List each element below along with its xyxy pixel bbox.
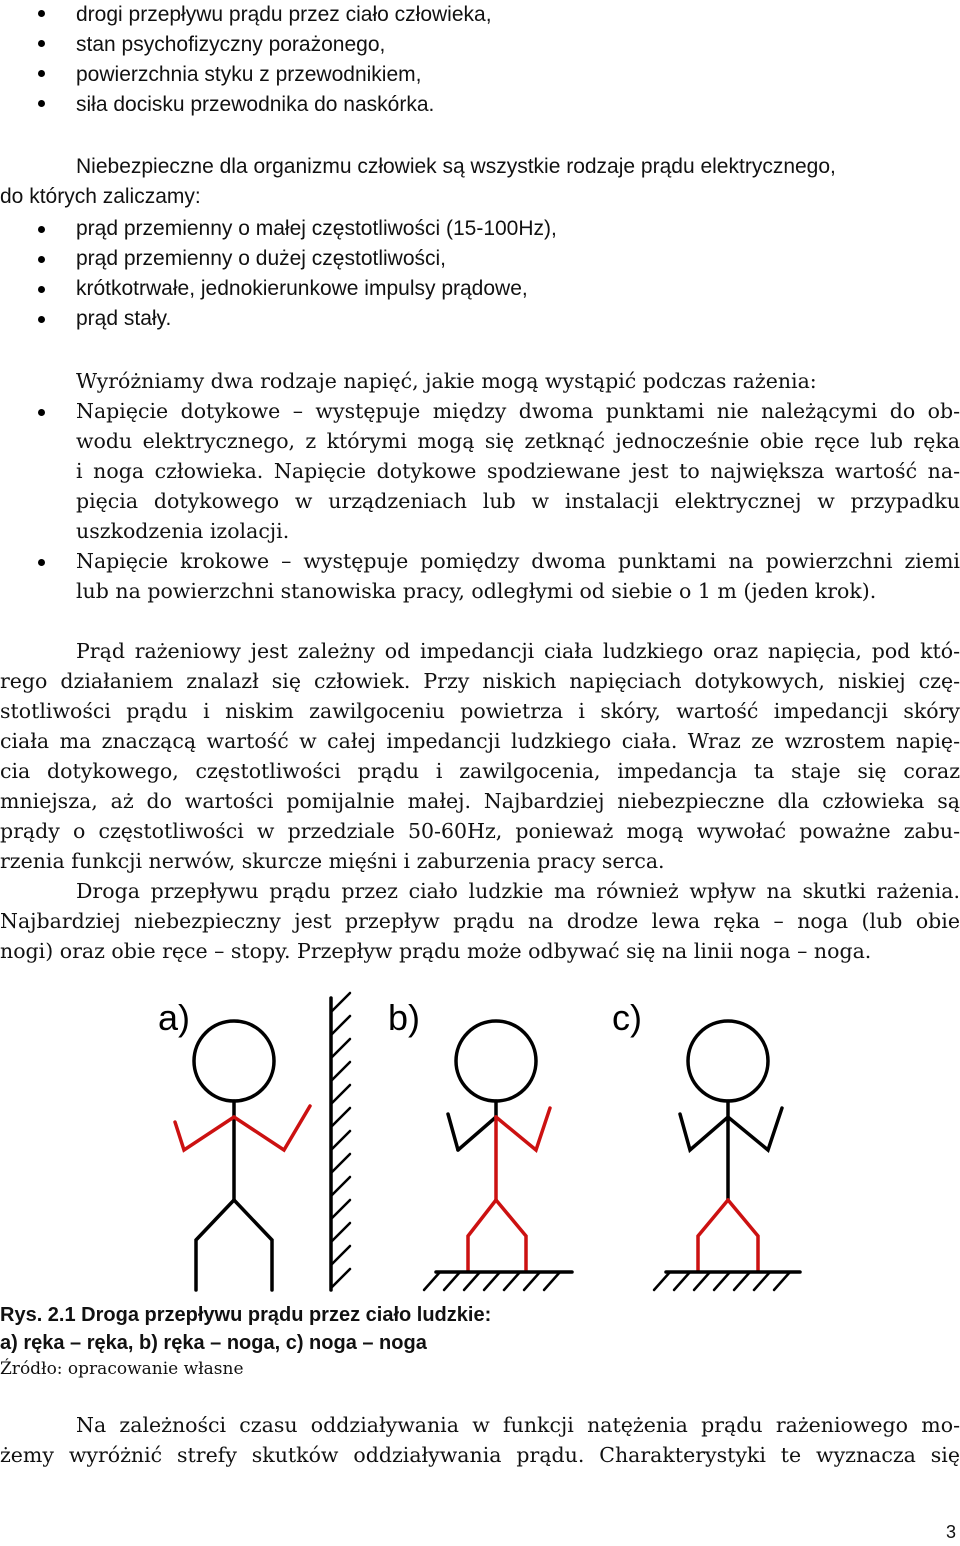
paragraph-line: stotliwości prądu i niskim zawilgoceniu powietrza i skóry, wartość impedancji skóry bbox=[0, 699, 960, 723]
paragraph-line: Prąd rażeniowy jest zależny od impedancji ciała ludzkiego oraz napięcia, pod któ- bbox=[76, 639, 960, 663]
figure-caption-title: Rys. 2.1 Droga przepływu prądu przez ciało ludzkie: bbox=[0, 1304, 492, 1326]
list-item: drogi przepływu prądu przez ciało człowieka, bbox=[76, 3, 492, 26]
stick-figure-a bbox=[175, 993, 350, 1290]
voltage-item-line: pięcia dotykowego w urządzeniach lub w instalacji elektrycznej w przypadku bbox=[76, 489, 960, 513]
list-item: prąd stały. bbox=[76, 307, 172, 330]
figure-label-a: a) bbox=[158, 997, 191, 1038]
paragraph-line: Najbardziej niebezpieczny jest przepływ prądu na drodze lewa ręka – noga (lub obie bbox=[0, 909, 960, 933]
voltage-item-line: lub na powierzchni stanowiska pracy, odległymi od siebie o 1 m (jeden krok). bbox=[76, 579, 877, 603]
list-item: stan psychofizyczny porażonego, bbox=[76, 33, 386, 56]
list-item: krótkotrwałe, jednokierunkowe impulsy prądowe, bbox=[76, 277, 528, 300]
figure-source: Źródło: opracowanie własne bbox=[0, 1359, 244, 1379]
paragraph-line: mniejsza, aż do wartości pomijalnie małej. Najbardziej niebezpieczne dla człowieka są bbox=[0, 789, 960, 813]
stick-figure-b bbox=[424, 1021, 572, 1290]
list-item: prąd przemienny o małej częstotliwości (15-100Hz), bbox=[76, 217, 557, 240]
paragraph-line: ciała ma znaczącą wartość w całej impedancji ludzkiego ciała. Wraz ze wzrostem napię- bbox=[0, 729, 960, 753]
paragraph-line: Na zależności czasu oddziaływania w funkcji natężenia prądu rażeniowego mo- bbox=[76, 1413, 960, 1437]
currents-intro-line: Niebezpieczne dla organizmu człowiek są wszystkie rodzaje prądu elektrycznego, bbox=[76, 155, 836, 178]
paragraph-line: Droga przepływu prądu przez ciało ludzkie ma również wpływ na skutki rażenia. bbox=[76, 879, 960, 903]
voltages-intro: Wyróżniamy dwa rodzaje napięć, jakie mogą wystąpić podczas rażenia: bbox=[76, 369, 817, 393]
voltage-item-line: i noga człowieka. Napięcie dotykowe spodziewane jest to największa wartość na- bbox=[76, 459, 960, 483]
list-item: prąd przemienny o dużej częstotliwości, bbox=[76, 247, 447, 270]
voltage-item-line: uszkodzenia izolacji. bbox=[76, 519, 290, 543]
voltage-item-line: Napięcie dotykowe – występuje między dwoma punktami nie należącymi do ob- bbox=[76, 399, 960, 423]
paragraph-line: nogi) oraz obie ręce – stopy. Przepływ prądu może odbywać się na linii noga – noga. bbox=[0, 939, 872, 963]
paragraph-line: prądy o częstotliwości w przedziale 50-60Hz, ponieważ mogą wywołać poważne zabu- bbox=[0, 819, 960, 843]
voltage-item-line: wodu elektrycznego, z którymi mogą się zetknąć jednocześnie obie ręce lub ręka bbox=[76, 429, 960, 453]
voltage-item-line: Napięcie krokowe – występuje pomiędzy dwoma punktami na powierzchni ziemi bbox=[76, 549, 960, 573]
paragraph-line: żemy wyróżnić strefy skutków oddziaływania prądu. Charakterystyki te wyznacza się bbox=[0, 1443, 960, 1467]
currents-intro-line: do których zaliczamy: bbox=[0, 185, 201, 208]
figure-label-c: c) bbox=[612, 997, 642, 1038]
list-item: powierzchnia styku z przewodnikiem, bbox=[76, 63, 422, 86]
figure-caption-subtitle: a) ręka – ręka, b) ręka – noga, c) noga – noga bbox=[0, 1332, 427, 1354]
figure-label-b: b) bbox=[388, 997, 421, 1038]
page-number: 3 bbox=[945, 1522, 956, 1542]
paragraph-line: cia dotykowego, częstotliwości prądu i zawilgocenia, impedancja ta staje się coraz bbox=[0, 759, 960, 783]
list-item: siła docisku przewodnika do naskórka. bbox=[76, 93, 435, 116]
paragraph-line: rego działaniem znalazł się człowiek. Przy niskich napięciach dotykowych, niskiej czę- bbox=[0, 669, 960, 693]
paragraph-line: rzenia funkcji nerwów, skurcze mięśni i zaburzenia pracy serca. bbox=[0, 849, 665, 873]
stick-figure-c bbox=[654, 1021, 800, 1290]
